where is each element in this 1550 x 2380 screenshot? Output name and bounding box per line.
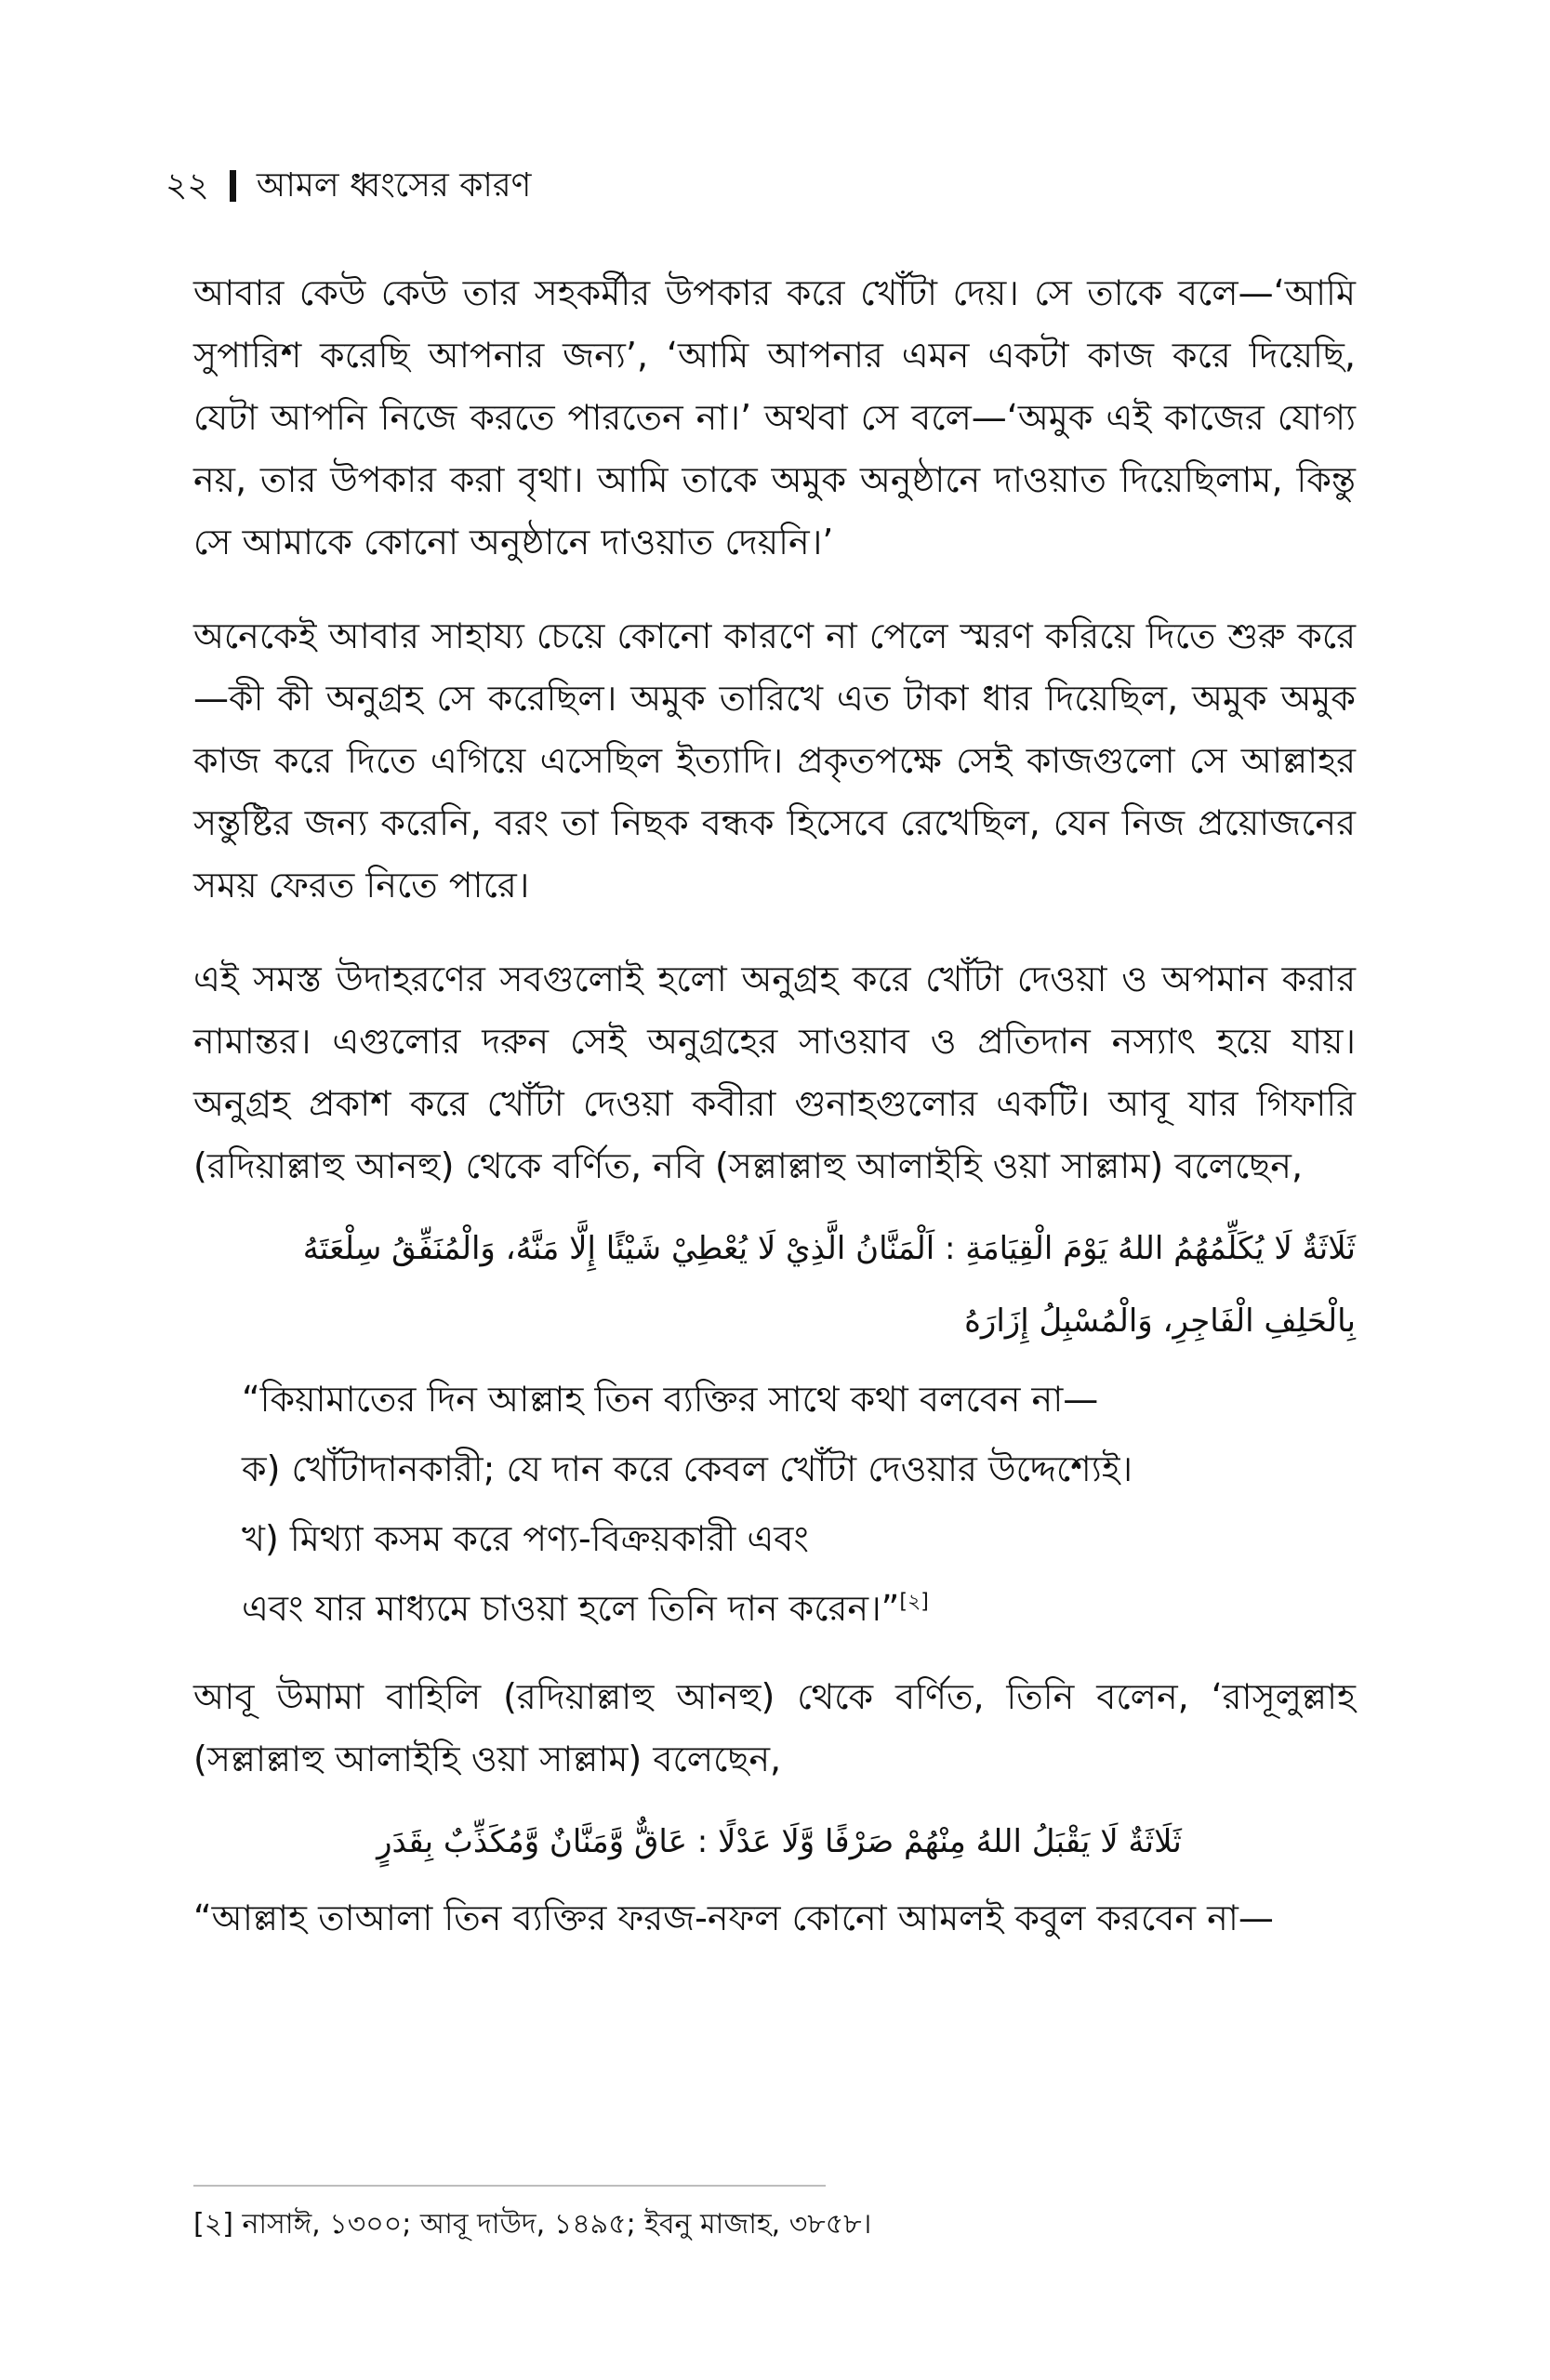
translation-line: ক) খোঁটাদানকারী; যে দান করে কেবল খোঁটা দেওয়ার উদ্দেশ্যেই। — [242, 1448, 1133, 1489]
paragraph-4: আবূ উমামা বাহিলি (রদিয়াল্লাহু আনহু) থেকে বর্ণিত, তিনি বলেন, ‘রাসূলুল্লাহ (সল্লাল্লাহু আলাইহি ওয়া সাল্লাম) বলেছেন, — [193, 1676, 1356, 1779]
page-number: ২২ — [166, 166, 209, 205]
hadith-2-arabic: ثَلَاثَةٌ لَا يَقْبَلُ اللهُ مِنْهُمْ صَرْفًا وَّلَا عَدْلًا : عَاقٌّ وَّمَنَّانٌ وَّمُكَذِّبٌ بِقَدَرٍ — [377, 1823, 1182, 1860]
hadith-1-translation — [193, 1367, 1356, 1642]
footnote-divider — [193, 2185, 826, 2187]
page-body — [193, 262, 1356, 1981]
paragraph-2: অনেকেই আবার সাহায্য চেয়ে কোনো কারণে না পেলে স্মরণ করিয়ে দিতে শুরু করে—কী কী অনুগ্রহ সে করেছিল। অমুক তারিখে এত টাকা ধার দিয়েছিল, অমুক অমুক কাজ করে দিতে এগিয়ে এসেছিল ইত্যাদি। প্রকৃতপক্ষে সেই কাজগুলো সে আল্লাহর সন্তুষ্টির জন্য করেনি, বরং তা নিছক বন্ধক হিসেবে রেখেছিল, যেন নিজ প্রয়োজনের সময় ফেরত নিতে পারে। — [193, 615, 1356, 906]
paragraph-1: আবার কেউ কেউ তার সহকর্মীর উপকার করে খোঁটা দেয়। সে তাকে বলে—‘আমি সুপারিশ করেছি আপনার জন্য’, ‘আমি আপনার এমন একটা কাজ করে দিয়েছি, যেটা আপনি নিজে করতে পারতেন না।’ অথবা সে বলে—‘অমুক এই কাজের যোগ্য নয়, তার উপকার করা বৃথা। আমি তাকে অমুক অনুষ্ঠানে দাওয়াত দিয়েছিলাম, কিন্তু সে আমাকে কোনো অনুষ্ঠানে দাওয়াত দেয়নি।’ — [193, 272, 1356, 562]
translation-line: “কিয়ামাতের দিন আল্লাহ তিন ব্যক্তির সাথে কথা বলবেন না— — [242, 1379, 1099, 1420]
paragraph-3: এই সমস্ত উদাহরণের সবগুলোই হলো অনুগ্রহ করে খোঁটা দেওয়া ও অপমান করার নামান্তর। এগুলোর দরুন সেই অনুগ্রহের সাওয়াব ও প্রতিদান নস্যাৎ হয়ে যায়। অনুগ্রহ প্রকাশ করে খোঁটা দেওয়া কবীরা গুনাহগুলোর একটি। আবূ যার গিফারি (রদিয়াল্লাহু আনহু) থেকে বর্ণিত, নবি (সল্লাল্লাহু আলাইহি ওয়া সাল্লাম) বলেছেন, — [193, 959, 1356, 1186]
translation-line: খ) মিথ্যা কসম করে পণ্য-বিক্রয়কারী এবং — [242, 1518, 809, 1559]
translation-line — [242, 1576, 1356, 1642]
hadith-2-translation: “আল্লাহ তাআলা তিন ব্যক্তির ফরজ-নফল কোনো আমলই কবুল করবেন না— — [193, 1897, 1274, 1938]
footnote-reference[interactable]: [২] — [899, 1590, 929, 1614]
header-divider — [230, 170, 236, 202]
book-title: আমল ধ্বংসের কারণ — [256, 166, 532, 205]
running-header — [166, 165, 531, 206]
translation-line-text: এবং যার মাধ্যমে চাওয়া হলে তিনি দান করেন।” — [242, 1588, 900, 1629]
hadith-1-arabic: ثَلَاثَةٌ لَا يُكَلِّمُهُمُ اللهُ يَوْمَ الْقِيَامَةِ : اَلْمَنَّانُ الَّذِيْ لَا يُعْطِيْ شَيْئًا إِلَّا مَنَّهُ، وَالْمُنَفِّقُ سِلْعَتَهُ بِالْحَلِفِ الْفَاجِرِ، وَالْمُسْبِلُ إِزَارَهُ — [302, 1230, 1356, 1340]
footnote: [২] নাসাঈ, ১৩০০; আবূ দাউদ, ১৪৯৫; ইবনু মাজাহ, ৩৮৫৮। — [193, 2208, 872, 2241]
